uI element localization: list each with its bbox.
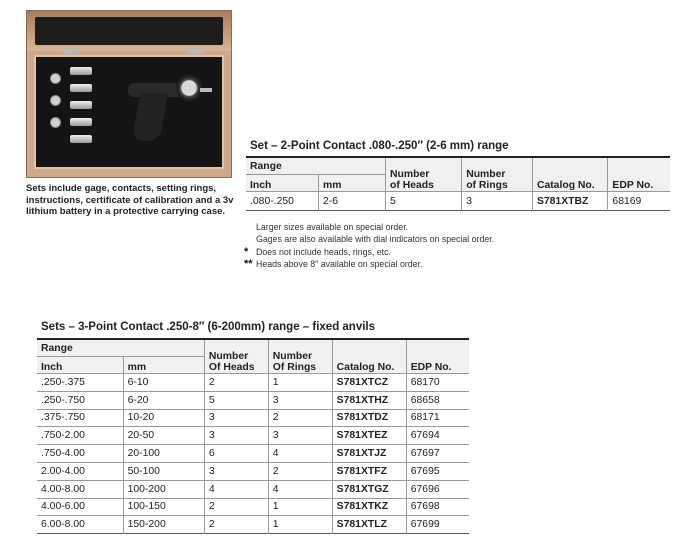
edp-cell: 68170 [406,374,469,392]
rings-cell: 1 [268,374,332,392]
mm-cell: 50-100 [123,462,204,480]
inch-cell: 4.00-8.00 [37,480,123,498]
heads-cell: 3 [204,427,268,445]
inch-header: Inch [37,357,123,374]
table2 [37,338,469,534]
edp-cell: 68171 [406,409,469,427]
catalog-cell: S781XTBZ [532,192,607,211]
heads-cell: 2 [204,516,268,534]
edp-cell: 68658 [406,391,469,409]
mm-cell: 10-20 [123,409,204,427]
heads-cell: 3 [204,409,268,427]
inch-cell: .750-2.00 [37,427,123,445]
table-row [37,445,469,463]
table-row [37,427,469,445]
edp-header: EDP No. [406,339,469,374]
photo-caption: Sets include gage, contacts, setting rings, instructions, certificate of calibration and a 3v lithium battery in a protective carrying case. [26,183,234,218]
rings-header: Number of Rings [462,157,533,192]
mm-header: mm [123,357,204,374]
case-hinge [187,49,203,54]
table2-title: Sets – 3-Point Contact .250-8″ (6-200mm) range – fixed anvils [41,321,376,333]
heads-cell: 5 [204,391,268,409]
inch-cell: 4.00-6.00 [37,498,123,516]
rings-cell: 2 [268,462,332,480]
contact-head [70,101,92,109]
note-line: Larger sizes available on special order. [256,222,409,232]
range-header: Range [37,339,204,357]
catalog-cell: S781XTJZ [332,445,406,463]
rings-cell: 1 [268,498,332,516]
heads-cell: 6 [204,445,268,463]
table-row [37,374,469,392]
mm-cell: 20-50 [123,427,204,445]
rings-cell: 1 [268,516,332,534]
mm-header: mm [318,175,385,192]
mm-cell: 6-10 [123,374,204,392]
edp-cell: 68169 [608,192,670,211]
heads-cell: 4 [204,480,268,498]
gage-tip [200,88,212,92]
rings-cell: 3 [268,427,332,445]
table2-body [37,374,469,534]
catalog-cell: S781XTDZ [332,409,406,427]
inch-cell: .250-.750 [37,391,123,409]
edp-cell: 67696 [406,480,469,498]
rings-cell: 2 [268,409,332,427]
heads-cell: 2 [204,498,268,516]
edp-cell: 67694 [406,427,469,445]
table-row [37,409,469,427]
note-line: * Does not include heads, rings, etc. [244,245,391,258]
gage-display [176,75,202,101]
product-photo [26,10,232,178]
catalog-cell: S781XTEZ [332,427,406,445]
inch-header: Inch [246,175,318,192]
inch-cell: .375-.750 [37,409,123,427]
heads-header: Number of Heads [386,157,462,192]
mm-cell: 150-200 [123,516,204,534]
case-tray [34,55,224,169]
table-row [37,498,469,516]
contact-head [70,67,92,75]
contact-head [70,118,92,126]
edp-cell: 67698 [406,498,469,516]
rings-cell: 3 [268,391,332,409]
catalog-header: Catalog No. [332,339,406,374]
inch-cell: 6.00-8.00 [37,516,123,534]
footnotes [244,221,494,271]
table1-body [246,192,670,211]
catalog-cell: S781XTLZ [332,516,406,534]
contact-head [70,135,92,143]
heads-cell: 5 [386,192,462,211]
table-row [37,516,469,534]
range-header: Range [246,157,386,175]
inch-cell: .750-4.00 [37,445,123,463]
rings-cell: 4 [268,445,332,463]
rings-cell: 3 [462,192,533,211]
setting-ring [50,117,61,128]
catalog-cell: S781XTFZ [332,462,406,480]
catalog-cell: S781XTCZ [332,374,406,392]
table1-title: Set – 2-Point Contact .080-.250″ (2-6 mm) range [250,140,509,152]
case-lid [27,11,231,51]
catalog-cell: S781XTKZ [332,498,406,516]
table-row [246,192,670,211]
inch-cell: .080-.250 [246,192,318,211]
mm-cell: 2-6 [318,192,385,211]
setting-ring [50,73,61,84]
catalog-cell: S781XTGZ [332,480,406,498]
catalog-header: Catalog No. [532,157,607,192]
edp-cell: 67699 [406,516,469,534]
edp-cell: 67695 [406,462,469,480]
heads-cell: 3 [204,462,268,480]
heads-header: Number Of Heads [204,339,268,374]
inch-cell: 2.00-4.00 [37,462,123,480]
edp-cell: 67697 [406,445,469,463]
table-row [37,462,469,480]
heads-cell: 2 [204,374,268,392]
catalog-cell: S781XTHZ [332,391,406,409]
rings-header: Number Of Rings [268,339,332,374]
mm-cell: 100-200 [123,480,204,498]
table-row [37,480,469,498]
contact-head [70,84,92,92]
edp-header: EDP No. [608,157,670,192]
rings-cell: 4 [268,480,332,498]
setting-ring [50,95,61,106]
mm-cell: 100-150 [123,498,204,516]
case-hinge [63,49,79,54]
note-line: ** Heads above 8″ available on special order. [244,258,423,271]
note-line: Gages are also available with dial indicators on special order. [256,234,495,245]
gage-handle [132,93,168,141]
inch-cell: .250-.375 [37,374,123,392]
mm-cell: 6-20 [123,391,204,409]
table-row [37,391,469,409]
table1 [246,156,670,211]
mm-cell: 20-100 [123,445,204,463]
